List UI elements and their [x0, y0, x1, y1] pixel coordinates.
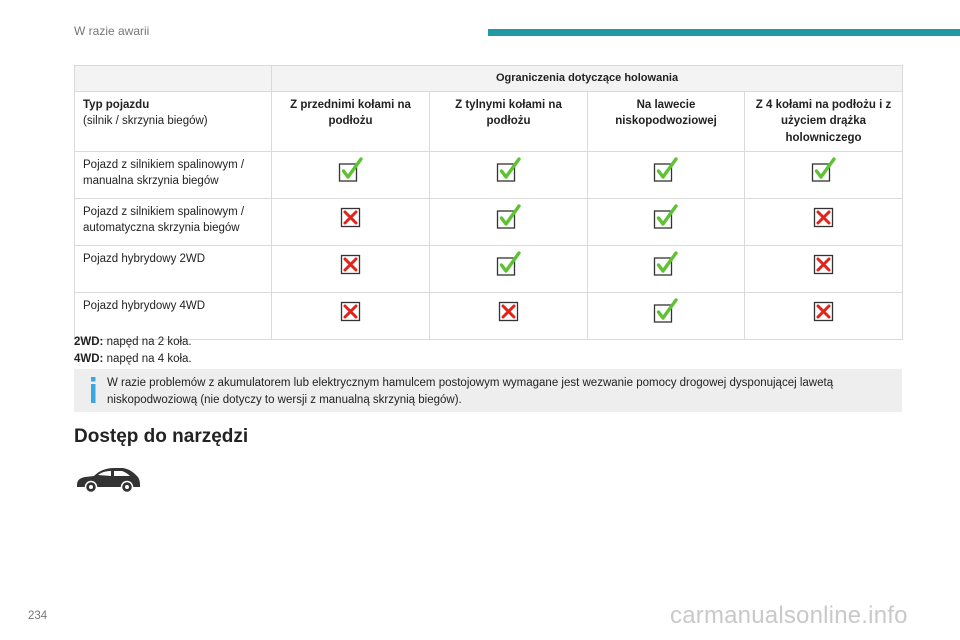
car-icon [74, 464, 142, 494]
check-icon [496, 157, 522, 183]
running-header: W razie awarii [74, 24, 150, 38]
legend-item-2wd: 2WD: napęd na 2 koła. [74, 336, 192, 348]
info-text: W razie problemów z akumulatorem lub elektrycznym hamulcem postojowym wymagane jest wezwanie pomocy drogowej dysponującej lawetą niskopodwoziową (nie dotyczy to wersji z manualną skrzynią biegów). [107, 377, 834, 406]
towing-not-allowed-cell [745, 292, 903, 339]
check-icon [653, 204, 679, 230]
towing-not-allowed-cell [272, 245, 430, 292]
column-header-tow-bar: Z 4 kołami na podłożu i z użyciem drążka holowniczego [745, 92, 903, 151]
cross-icon [811, 298, 837, 324]
vehicle-type-title: Typ pojazdu [83, 99, 150, 112]
table-header-row [75, 92, 903, 151]
cross-icon [338, 204, 364, 230]
info-icon [86, 376, 100, 404]
group-header: Ograniczenia dotyczące holowania [272, 66, 903, 92]
table-group-header-row [75, 66, 903, 92]
cross-icon [496, 298, 522, 324]
towing-allowed-cell [430, 151, 588, 198]
vehicle-type-subtitle: (silnik / skrzynia biegów) [83, 115, 208, 128]
towing-allowed-cell [588, 151, 745, 198]
towing-allowed-cell [588, 292, 745, 339]
section-title: Dostęp do narzędzi [74, 426, 249, 447]
check-icon [811, 157, 837, 183]
towing-not-allowed-cell [745, 245, 903, 292]
column-header-rear-wheels: Z tylnymi kołami na podłożu [430, 92, 588, 151]
cross-icon [338, 298, 364, 324]
vehicle-type-label: Pojazd z silnikiem spalinowym / automatyczna skrzynia biegów [75, 198, 272, 245]
check-icon [653, 157, 679, 183]
towing-allowed-cell [430, 198, 588, 245]
vehicle-type-label: Pojazd hybrydowy 4WD [75, 292, 272, 339]
page-number: 234 [28, 610, 48, 622]
cross-icon [811, 204, 837, 230]
towing-allowed-cell [588, 198, 745, 245]
check-icon [496, 251, 522, 277]
towing-allowed-cell [745, 151, 903, 198]
table-row [75, 198, 903, 245]
cross-icon [811, 251, 837, 277]
vehicle-type-label: Pojazd hybrydowy 2WD [75, 245, 272, 292]
towing-allowed-cell [272, 151, 430, 198]
towing-not-allowed-cell [745, 198, 903, 245]
legend [74, 334, 192, 367]
table-corner-cell [75, 66, 272, 92]
towing-not-allowed-cell [272, 292, 430, 339]
check-icon [338, 157, 364, 183]
table-row [75, 151, 903, 198]
towing-limits-table [74, 65, 903, 340]
column-header-flatbed: Na lawecie niskopodwoziowej [588, 92, 745, 151]
table-row [75, 292, 903, 339]
towing-not-allowed-cell [272, 198, 430, 245]
vehicle-type-header [75, 92, 272, 151]
cross-icon [338, 251, 364, 277]
header-accent-bar [488, 29, 960, 36]
column-header-front-wheels: Z przednimi kołami na podłożu [272, 92, 430, 151]
legend-item-4wd: 4WD: napęd na 4 koła. [74, 352, 192, 365]
table-row [75, 245, 903, 292]
watermark: carmanualsonline.info [670, 602, 908, 629]
towing-allowed-cell [430, 245, 588, 292]
vehicle-type-label: Pojazd z silnikiem spalinowym / manualna skrzynia biegów [75, 151, 272, 198]
towing-not-allowed-cell [430, 292, 588, 339]
check-icon [496, 204, 522, 230]
check-icon [653, 298, 679, 324]
check-icon [653, 251, 679, 277]
towing-allowed-cell [588, 245, 745, 292]
